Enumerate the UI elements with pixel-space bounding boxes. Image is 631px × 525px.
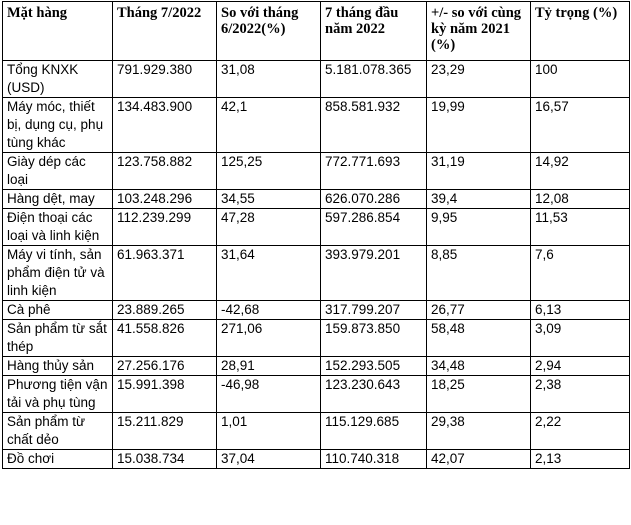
cell-month-value: 27.256.176 — [113, 357, 217, 376]
cell-vs-june: -46,98 — [217, 376, 321, 413]
cell-share: 2,13 — [531, 450, 630, 469]
table-row — [3, 209, 630, 246]
cell-month-value: 15.038.734 — [113, 450, 217, 469]
cell-vs-june: 31,08 — [217, 61, 321, 98]
table-row — [3, 190, 630, 209]
cell-vs-june: 271,06 — [217, 320, 321, 357]
cell-item: Máy móc, thiết bị, dụng cụ, phụ tùng khác — [3, 98, 113, 153]
table-row — [3, 301, 630, 320]
cell-seven-months: 393.979.201 — [321, 246, 427, 301]
cell-item: Phương tiện vận tải và phụ tùng — [3, 376, 113, 413]
table-row — [3, 376, 630, 413]
cell-share: 2,22 — [531, 413, 630, 450]
header-share: Tỷ trọng (%) — [531, 2, 630, 61]
table-row — [3, 98, 630, 153]
cell-month-value: 112.239.299 — [113, 209, 217, 246]
cell-vs-last-year: 31,19 — [427, 153, 531, 190]
cell-month-value: 123.758.882 — [113, 153, 217, 190]
cell-item: Tổng KNXK (USD) — [3, 61, 113, 98]
cell-vs-last-year: 34,48 — [427, 357, 531, 376]
cell-vs-june: 28,91 — [217, 357, 321, 376]
cell-share: 14,92 — [531, 153, 630, 190]
cell-vs-last-year: 58,48 — [427, 320, 531, 357]
table-row — [3, 357, 630, 376]
table-row — [3, 61, 630, 98]
cell-vs-last-year: 23,29 — [427, 61, 531, 98]
cell-seven-months: 115.129.685 — [321, 413, 427, 450]
cell-month-value: 134.483.900 — [113, 98, 217, 153]
table-body — [3, 61, 630, 469]
cell-item: Cà phê — [3, 301, 113, 320]
table-row — [3, 413, 630, 450]
cell-item: Máy vi tính, sản phẩm điện tử và linh kiện — [3, 246, 113, 301]
header-vs-june: So với tháng 6/2022(%) — [217, 2, 321, 61]
cell-vs-june: 1,01 — [217, 413, 321, 450]
cell-month-value: 15.991.398 — [113, 376, 217, 413]
cell-item: Sản phẩm từ chất dẻo — [3, 413, 113, 450]
header-seven-months: 7 tháng đầu năm 2022 — [321, 2, 427, 61]
cell-month-value: 103.248.296 — [113, 190, 217, 209]
cell-vs-last-year: 39,4 — [427, 190, 531, 209]
cell-vs-last-year: 42,07 — [427, 450, 531, 469]
cell-vs-last-year: 26,77 — [427, 301, 531, 320]
cell-vs-june: 125,25 — [217, 153, 321, 190]
cell-seven-months: 772.771.693 — [321, 153, 427, 190]
cell-vs-june: 47,28 — [217, 209, 321, 246]
cell-seven-months: 597.286.854 — [321, 209, 427, 246]
cell-vs-last-year: 29,38 — [427, 413, 531, 450]
cell-share: 12,08 — [531, 190, 630, 209]
cell-vs-last-year: 18,25 — [427, 376, 531, 413]
table-row — [3, 246, 630, 301]
cell-seven-months: 858.581.932 — [321, 98, 427, 153]
cell-month-value: 41.558.826 — [113, 320, 217, 357]
cell-seven-months: 152.293.505 — [321, 357, 427, 376]
cell-vs-last-year: 8,85 — [427, 246, 531, 301]
cell-vs-last-year: 9,95 — [427, 209, 531, 246]
export-table — [2, 1, 630, 469]
header-vs-last-year: +/- so với cùng kỳ năm 2021 (%) — [427, 2, 531, 61]
header-item: Mặt hàng — [3, 2, 113, 61]
cell-share: 2,38 — [531, 376, 630, 413]
cell-seven-months: 5.181.078.365 — [321, 61, 427, 98]
table-row — [3, 320, 630, 357]
cell-month-value: 15.211.829 — [113, 413, 217, 450]
export-table-container — [2, 1, 629, 469]
cell-share: 6,13 — [531, 301, 630, 320]
cell-item: Đồ chơi — [3, 450, 113, 469]
cell-month-value: 61.963.371 — [113, 246, 217, 301]
cell-share: 2,94 — [531, 357, 630, 376]
cell-vs-june: 42,1 — [217, 98, 321, 153]
cell-item: Giày dép các loại — [3, 153, 113, 190]
cell-seven-months: 626.070.286 — [321, 190, 427, 209]
table-row — [3, 153, 630, 190]
cell-item: Hàng thủy sản — [3, 357, 113, 376]
cell-item: Hàng dệt, may — [3, 190, 113, 209]
cell-seven-months: 317.799.207 — [321, 301, 427, 320]
cell-vs-june: 34,55 — [217, 190, 321, 209]
cell-seven-months: 159.873.850 — [321, 320, 427, 357]
cell-vs-last-year: 19,99 — [427, 98, 531, 153]
cell-vs-june: 31,64 — [217, 246, 321, 301]
cell-item: Điện thoại các loại và linh kiện — [3, 209, 113, 246]
cell-item: Sản phẩm từ sắt thép — [3, 320, 113, 357]
cell-share: 100 — [531, 61, 630, 98]
cell-share: 3,09 — [531, 320, 630, 357]
table-row — [3, 450, 630, 469]
cell-share: 7,6 — [531, 246, 630, 301]
cell-month-value: 23.889.265 — [113, 301, 217, 320]
cell-vs-june: 37,04 — [217, 450, 321, 469]
header-month: Tháng 7/2022 — [113, 2, 217, 61]
cell-share: 16,57 — [531, 98, 630, 153]
cell-seven-months: 110.740.318 — [321, 450, 427, 469]
cell-vs-june: -42,68 — [217, 301, 321, 320]
cell-month-value: 791.929.380 — [113, 61, 217, 98]
cell-seven-months: 123.230.643 — [321, 376, 427, 413]
cell-share: 11,53 — [531, 209, 630, 246]
table-header-row — [3, 2, 630, 61]
